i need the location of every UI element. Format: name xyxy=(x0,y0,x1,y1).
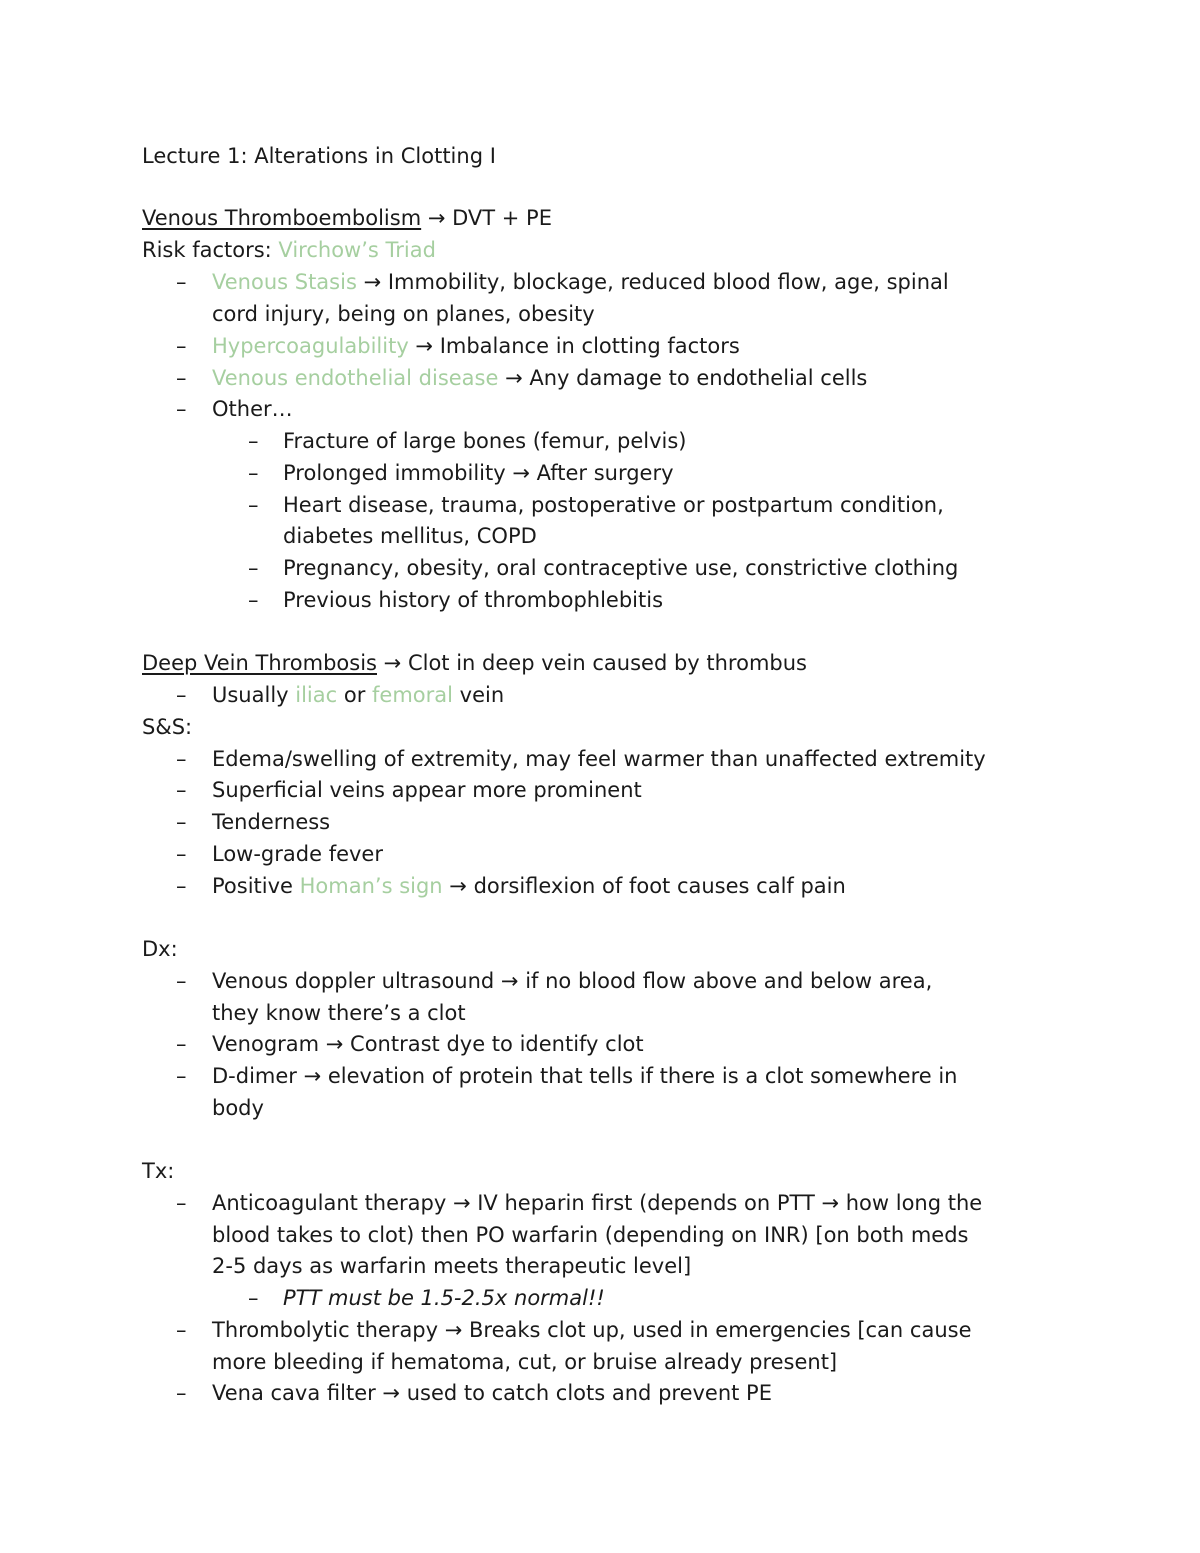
dx-label: Dx: xyxy=(142,937,178,961)
homans-sign: Homan’s sign xyxy=(299,874,443,898)
hypercoagulability: Hypercoagulability xyxy=(212,334,409,358)
risk-label: Risk factors: xyxy=(142,238,279,262)
list-item: Venogram → Contrast dye to identify clot xyxy=(212,1032,644,1056)
femoral: femoral xyxy=(372,683,453,707)
bullet-dash: – xyxy=(176,334,187,358)
list-item xyxy=(212,365,867,391)
sub-bullet-dash: – xyxy=(248,588,259,612)
list-item xyxy=(212,269,949,295)
bullet-dash: – xyxy=(176,969,187,993)
endothelial-disease: Venous endothelial disease xyxy=(212,366,499,390)
sub-list-item: Previous history of thrombophlebitis xyxy=(283,588,664,612)
list-item-text: → Imbalance in clotting factors xyxy=(408,334,740,358)
bullet-dash: – xyxy=(176,683,187,707)
ss-label: S&S: xyxy=(142,715,193,739)
virchow-triad: Virchow’s Triad xyxy=(278,238,436,262)
bullet-dash: – xyxy=(176,1381,187,1405)
sub-bullet-dash: – xyxy=(248,556,259,580)
sub-list-item-cont: diabetes mellitus, COPD xyxy=(283,524,537,548)
list-item: Thrombolytic therapy → Breaks clot up, used in emergencies [can cause xyxy=(212,1318,972,1342)
list-item-text: → dorsiflexion of foot causes calf pain xyxy=(442,874,846,898)
list-item: Tenderness xyxy=(212,810,331,834)
bullet-dash: – xyxy=(176,842,187,866)
iliac: iliac xyxy=(295,683,338,707)
sub-list-item: Pregnancy, obesity, oral contraceptive use, constrictive clothing xyxy=(283,556,959,580)
list-item: Anticoagulant therapy → IV heparin first (depends on PTT → how long the xyxy=(212,1191,983,1215)
list-item: Low-grade fever xyxy=(212,842,383,866)
list-item-text: → Any damage to endothelial cells xyxy=(498,366,868,390)
bullet-dash: – xyxy=(176,1032,187,1056)
bullet-dash: – xyxy=(176,1064,187,1088)
bullet-dash: – xyxy=(176,366,187,390)
list-item-cont: more bleeding if hematoma, cut, or bruise already present] xyxy=(212,1350,838,1374)
bullet-dash: – xyxy=(176,1318,187,1342)
list-item-cont: 2-5 days as warfarin meets therapeutic level] xyxy=(212,1254,692,1278)
list-item-text: Usually xyxy=(212,683,296,707)
doc-title: Lecture 1: Alterations in Clotting I xyxy=(142,144,496,168)
tx-label: Tx: xyxy=(142,1159,175,1183)
list-item-cont: blood takes to clot) then PO warfarin (depending on INR) [on both meds xyxy=(212,1223,969,1247)
sub-list-item: PTT must be 1.5-2.5x normal!! xyxy=(283,1286,605,1310)
sub-bullet-dash: – xyxy=(248,1286,259,1310)
list-item-text: vein xyxy=(453,683,505,707)
sub-list-item: Heart disease, trauma, postoperative or postpartum condition, xyxy=(283,493,944,517)
vte-heading-rest: → DVT + PE xyxy=(421,206,552,230)
bullet-dash: – xyxy=(176,397,187,421)
list-item xyxy=(212,333,740,359)
list-item: D-dimer → elevation of protein that tells if there is a clot somewhere in xyxy=(212,1064,958,1088)
list-item-cont: they know there’s a clot xyxy=(212,1001,466,1025)
list-item: Other… xyxy=(212,397,293,421)
sub-bullet-dash: – xyxy=(248,429,259,453)
list-item: Superficial veins appear more prominent xyxy=(212,778,642,802)
risk-factors-line xyxy=(142,237,436,263)
list-item: Venous doppler ultrasound → if no blood flow above and below area, xyxy=(212,969,933,993)
list-item xyxy=(212,873,846,899)
list-item-cont: body xyxy=(212,1096,264,1120)
bullet-dash: – xyxy=(176,1191,187,1215)
venous-stasis: Venous Stasis xyxy=(212,270,357,294)
list-item-cont: cord injury, being on planes, obesity xyxy=(212,302,595,326)
bullet-dash: – xyxy=(176,778,187,802)
dvt-heading-line xyxy=(142,650,807,676)
bullet-dash: – xyxy=(176,874,187,898)
bullet-dash: – xyxy=(176,747,187,771)
vte-heading-line xyxy=(142,205,552,231)
list-item-text: Positive xyxy=(212,874,300,898)
dvt-heading: Deep Vein Thrombosis xyxy=(142,651,377,675)
bullet-dash: – xyxy=(176,270,187,294)
list-item-text: → Immobility, blockage, reduced blood flow, age, spinal xyxy=(356,270,949,294)
sub-bullet-dash: – xyxy=(248,461,259,485)
list-item: Edema/swelling of extremity, may feel warmer than unaffected extremity xyxy=(212,747,986,771)
sub-list-item: Prolonged immobility → After surgery xyxy=(283,461,674,485)
sub-bullet-dash: – xyxy=(248,493,259,517)
sub-list-item: Fracture of large bones (femur, pelvis) xyxy=(283,429,687,453)
dvt-heading-rest: → Clot in deep vein caused by thrombus xyxy=(377,651,807,675)
list-item: Vena cava filter → used to catch clots and prevent PE xyxy=(212,1381,772,1405)
list-item-text: or xyxy=(337,683,373,707)
list-item xyxy=(212,682,504,708)
vte-heading: Venous Thromboembolism xyxy=(142,206,422,230)
bullet-dash: – xyxy=(176,810,187,834)
